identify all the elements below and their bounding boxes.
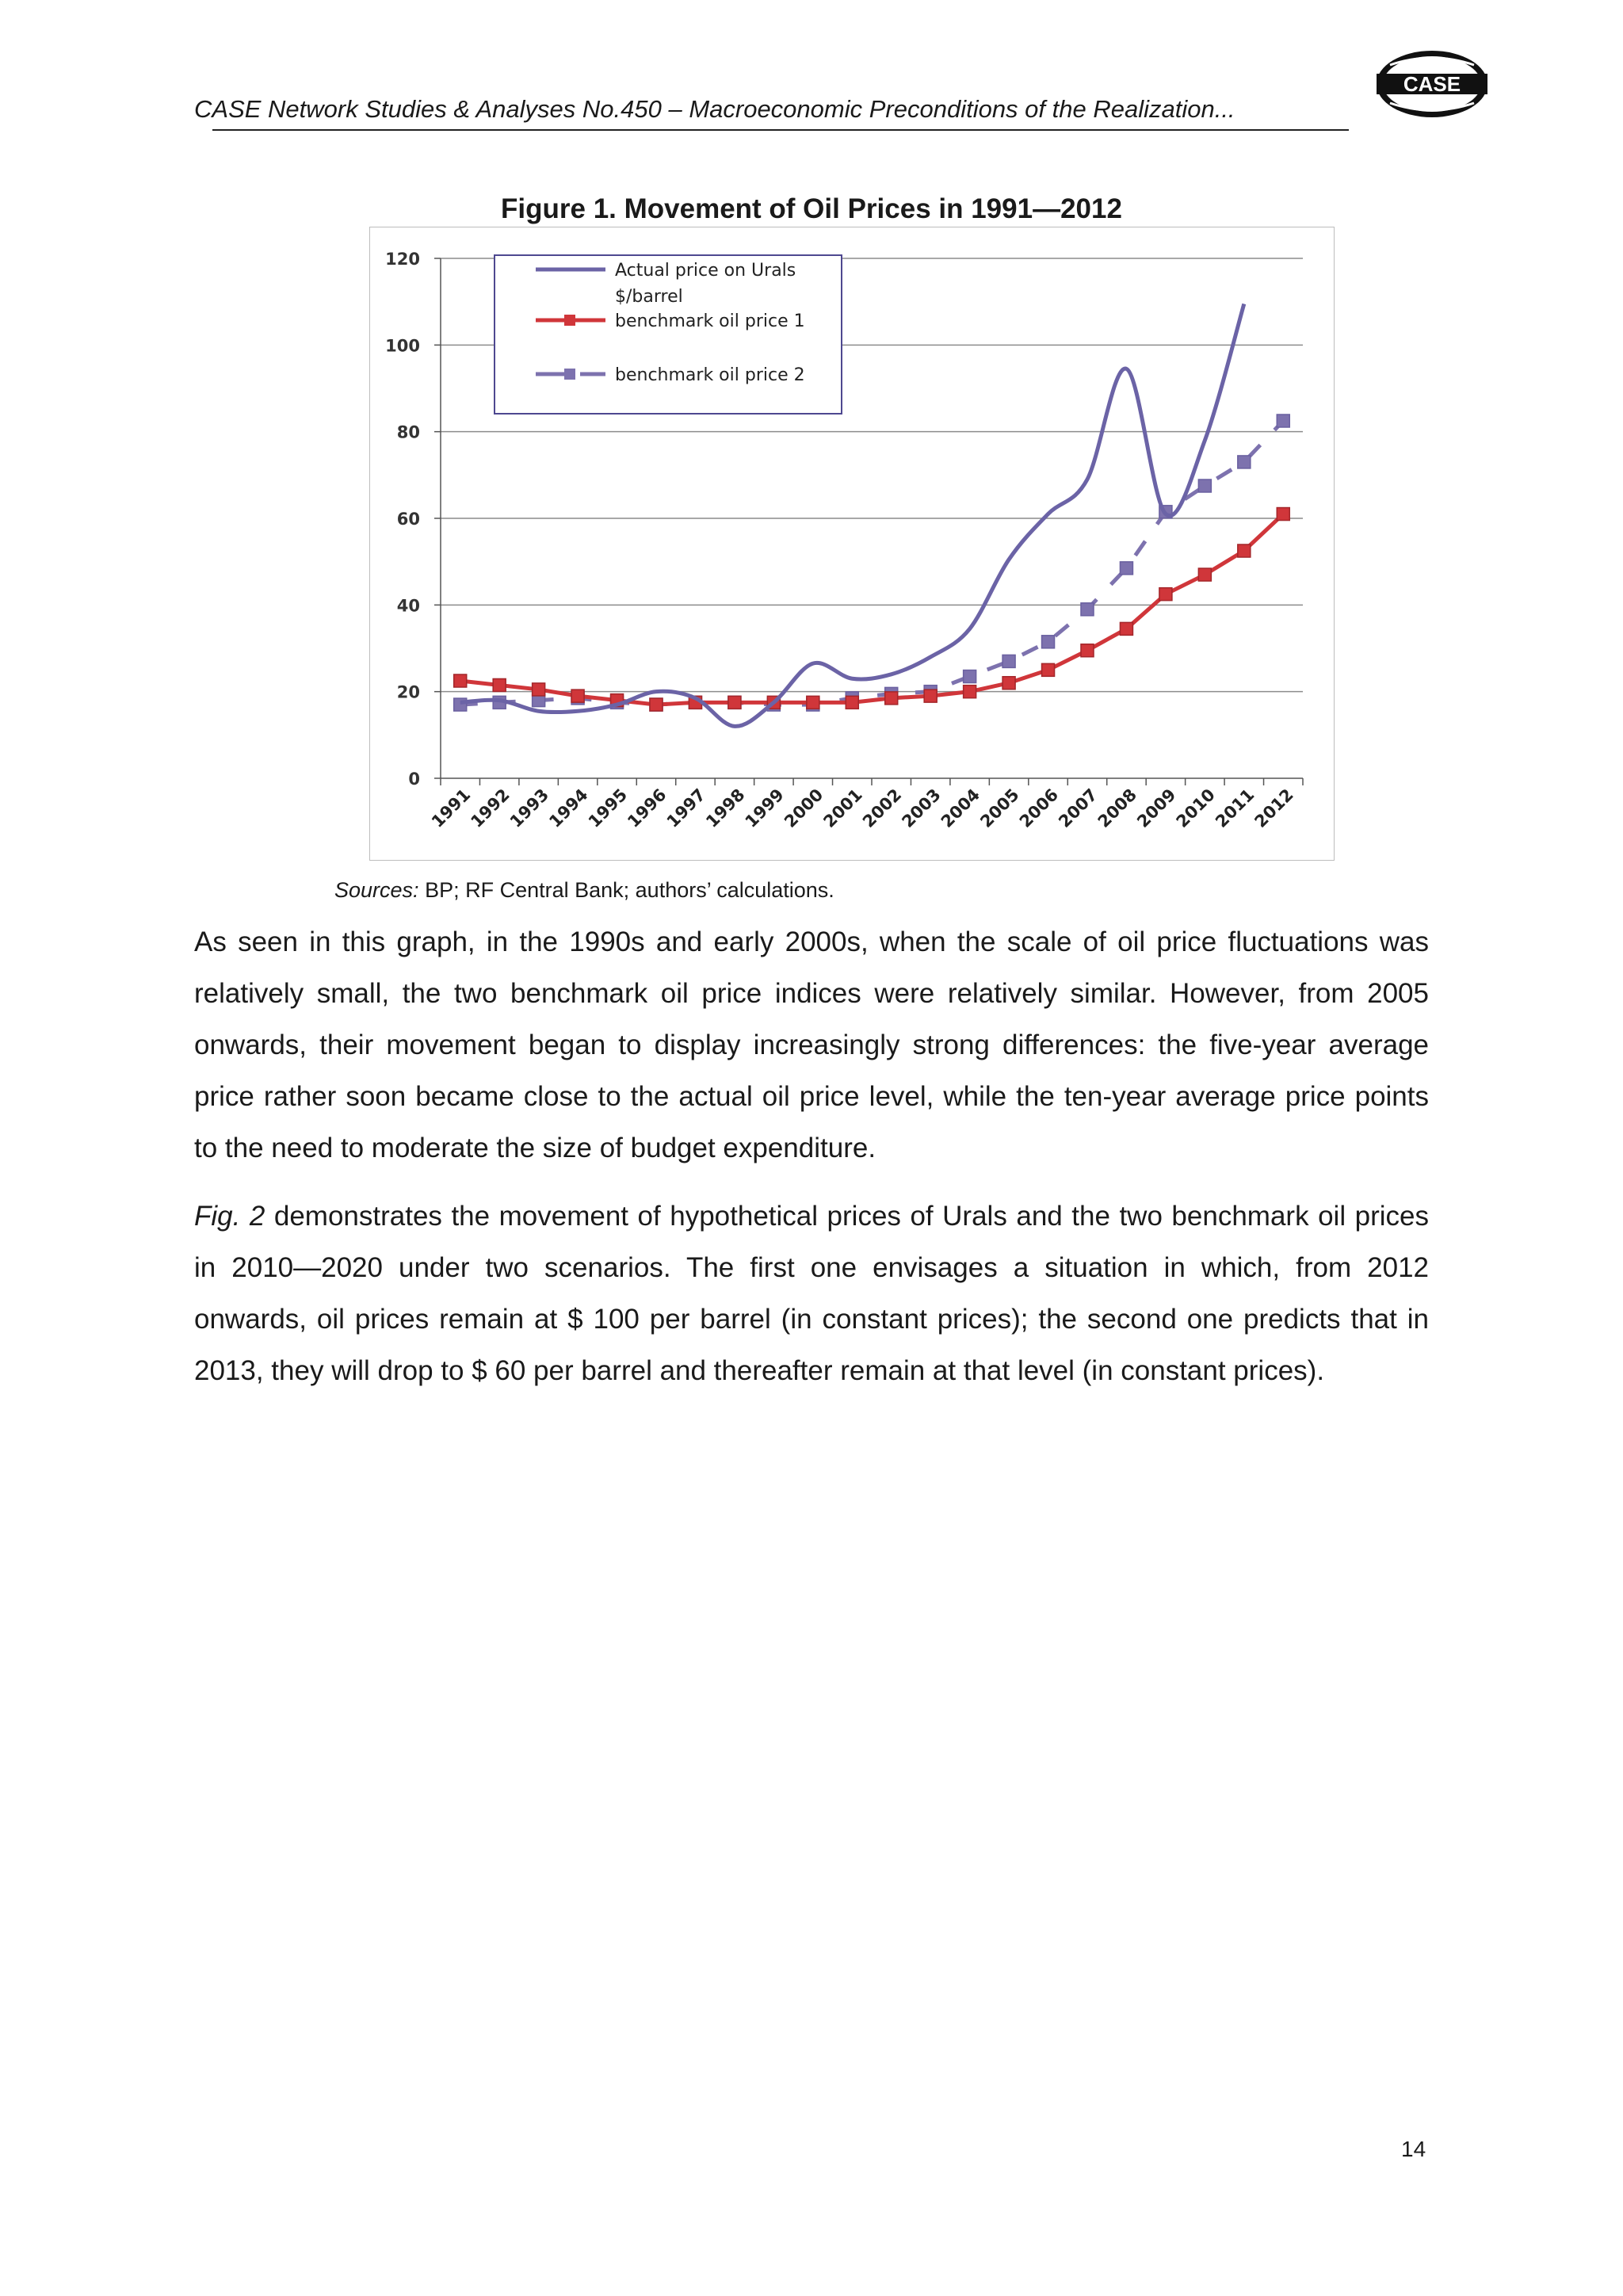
sources-text: BP; RF Central Bank; authors’ calculations. bbox=[418, 878, 834, 902]
x-tick-label: 2007 bbox=[1055, 785, 1102, 831]
page-number: 14 bbox=[1401, 2137, 1426, 2161]
header-rule bbox=[212, 129, 1349, 131]
x-tick-label: 2001 bbox=[819, 785, 866, 831]
x-tick-label: 1992 bbox=[467, 785, 514, 831]
benchmark-1-marker bbox=[1120, 622, 1132, 635]
y-tick-label: 40 bbox=[396, 596, 420, 616]
x-tick-label: 2004 bbox=[937, 785, 984, 831]
x-tick-label: 1991 bbox=[427, 785, 475, 831]
x-tick-label: 1999 bbox=[741, 785, 788, 831]
benchmark-1-marker bbox=[1277, 508, 1289, 521]
legend bbox=[495, 255, 842, 414]
benchmark-1-marker bbox=[846, 696, 858, 709]
legend-label-2: benchmark oil price 1 bbox=[615, 311, 805, 331]
x-tick-label: 2002 bbox=[858, 785, 906, 831]
legend-label-1: $/barrel bbox=[615, 287, 683, 307]
x-tick-label: 1997 bbox=[663, 785, 709, 831]
y-tick-label: 120 bbox=[385, 250, 420, 269]
benchmark-1-marker bbox=[1042, 663, 1055, 676]
x-tick-label: 2006 bbox=[1015, 785, 1063, 831]
x-tick-label: 2003 bbox=[898, 785, 945, 831]
paragraph-2 bbox=[194, 1190, 1429, 1396]
x-tick-label: 2008 bbox=[1094, 785, 1140, 831]
benchmark-1-marker bbox=[1198, 568, 1211, 581]
legend-marker-3 bbox=[564, 369, 575, 380]
running-header: CASE Network Studies & Analyses No.450 – Macroeconomic Preconditions of the Realization... bbox=[194, 95, 1235, 123]
benchmark-2-marker bbox=[1198, 479, 1211, 492]
sources-label: Sources: bbox=[334, 878, 419, 902]
benchmark-2-marker bbox=[1120, 562, 1132, 575]
y-tick-label: 80 bbox=[396, 422, 420, 442]
x-tick-label: 2009 bbox=[1133, 785, 1180, 831]
benchmark-1-marker bbox=[807, 696, 819, 709]
benchmark-1-marker bbox=[964, 686, 976, 698]
benchmark-1-marker bbox=[533, 683, 545, 696]
x-tick-label: 2010 bbox=[1172, 785, 1219, 831]
logo-text: CASE bbox=[1403, 72, 1461, 96]
legend-label-3: benchmark oil price 2 bbox=[615, 365, 805, 385]
benchmark-1-marker bbox=[650, 698, 663, 711]
benchmark-1-marker bbox=[885, 692, 898, 705]
legend-marker-2 bbox=[564, 315, 575, 326]
legend-label-1: Actual price on Urals bbox=[615, 261, 796, 281]
figure-sources bbox=[334, 878, 834, 903]
x-tick-label: 2011 bbox=[1212, 785, 1258, 831]
benchmark-1-marker bbox=[728, 696, 741, 709]
benchmark-2-marker bbox=[1277, 415, 1289, 427]
benchmark-1-marker bbox=[1002, 677, 1015, 690]
benchmark-1-marker bbox=[454, 674, 467, 687]
case-logo bbox=[1373, 48, 1491, 120]
benchmark-1-marker bbox=[571, 690, 584, 702]
benchmark-1-marker bbox=[1159, 588, 1172, 601]
paragraph-1: As seen in this graph, in the 1990s and early 2000s, when the scale of oil price fluctuations was relatively small, the two benchmark oil price indices were relatively similar. However, from 2005 onwards, their movement began to display increasingly strong differences: the five-year average price rather soon became close to the actual oil price level, while the ten-year average price points to the need to moderate the size of budget expenditure. bbox=[194, 926, 1429, 1163]
x-tick-label: 1995 bbox=[584, 785, 632, 831]
x-tick-label: 2012 bbox=[1251, 785, 1297, 831]
benchmark-2-marker bbox=[1002, 655, 1015, 667]
benchmark-2-marker bbox=[964, 670, 976, 683]
benchmark-1-marker bbox=[493, 678, 506, 691]
fig2-reference: Fig. 2 bbox=[194, 1201, 265, 1232]
y-tick-label: 60 bbox=[396, 510, 420, 529]
paragraph-2-text: demonstrates the movement of hypothetical prices of Urals and the two benchmark oil prices in 2010—2020 under two scenarios. The first one envisages a situation in which, from 2012 onwards, oil prices remain at $ 100 per barrel (in constant prices); the second one predicts that in 2013, they will drop to $ 60 per barrel and thereafter remain at that level (in constant prices). bbox=[194, 1201, 1429, 1386]
x-tick-label: 2005 bbox=[976, 785, 1023, 831]
figure-title: Figure 1. Movement of Oil Prices in 1991—2012 bbox=[501, 193, 1122, 224]
x-tick-label: 1996 bbox=[624, 785, 670, 831]
benchmark-2-marker bbox=[1042, 636, 1055, 648]
x-tick-label: 1993 bbox=[506, 785, 553, 831]
oil-price-chart bbox=[369, 227, 1335, 861]
x-tick-label: 1998 bbox=[702, 785, 749, 831]
benchmark-1-marker bbox=[1081, 644, 1094, 657]
y-tick-label: 100 bbox=[385, 336, 420, 356]
benchmark-2-marker bbox=[1238, 456, 1251, 468]
x-tick-label: 2000 bbox=[781, 785, 827, 831]
benchmark-1-marker bbox=[1238, 544, 1251, 557]
y-tick-label: 0 bbox=[408, 770, 420, 789]
benchmark-1-marker bbox=[924, 690, 937, 702]
x-tick-label: 1994 bbox=[545, 785, 592, 831]
benchmark-2-marker bbox=[1081, 603, 1094, 616]
y-tick-label: 20 bbox=[396, 682, 420, 702]
chart-svg bbox=[369, 227, 1335, 861]
